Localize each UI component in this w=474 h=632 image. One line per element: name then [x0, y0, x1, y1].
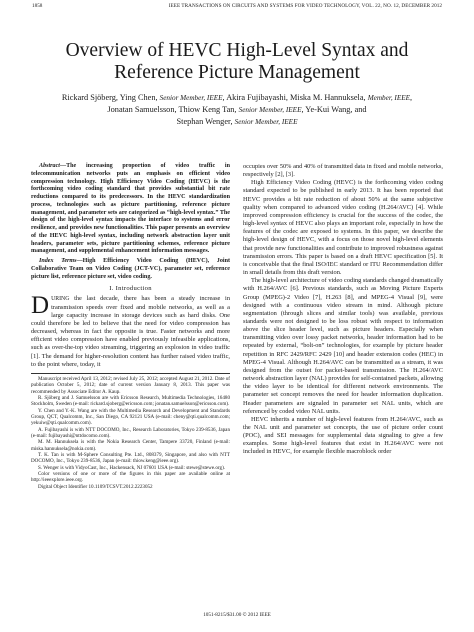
- author-line-1: Rickard Sjöberg, Ying Chen, Senior Member, IEEE, Akira Fujibayashi, Miska M. Hannuksela, Member, IEEE,: [61, 93, 413, 102]
- drop-cap: D: [31, 292, 50, 320]
- body-paragraph: HEVC inherits a number of high-level features from H.264/AVC, such as the NAL unit and parameter set concepts, the use of picture order count (POC), and SEI messages for supplemental data signaling to give a few examples. Some high-level features that exist in H.264/AVC were not included in HEVC, for example flexible macroblock order: [243, 415, 443, 456]
- abstract-label: Abstract: [39, 163, 60, 169]
- intro-smallcaps: URING: [51, 296, 70, 303]
- footnote: Y. Chen and Y.-K. Wang are with the Multimedia Research and Development and Standards Group, QCT, Qualcomm, Inc., San Diego, CA 92121 USA (e-mail: cheny@qti.qualcomm.com; yekuiw@qti.qualcomm.com).: [31, 407, 230, 427]
- intro-paragraph: [31, 292, 230, 368]
- left-column: [31, 163, 230, 490]
- footnote: M. M. Hannuksela is with the Nokia Research Center, Tampere 33720, Finland (e-mail: miska.hannuksela@nokia.com).: [31, 439, 230, 452]
- paper-title: [0, 40, 474, 84]
- page-number: 1858: [32, 3, 43, 9]
- abstract-text: —The increasing proportion of video traffic in telecommunication networks puts an emphasis on efficient video compression technology. High Efficiency Video Coding (HEVC) is the forthcoming video coding standard that provides substantial bit rate reductions compared to its predecessors. In the HEVC standardization process, technologies such as picture partitioning, reference picture management, and parameter sets are categorized as “high-level syntax.” The design of the high-level syntax impacts the interface to systems and error resilience, and provides new functionalities. This paper presents an overview of the HEVC high-level syntax, including network abstraction layer unit headers, parameter sets, picture partitioning schemes, reference picture management, and supplemental enhancement information messages.: [31, 163, 230, 255]
- body-paragraph: The high-level architecture of video coding standards changed dramatically with H.264/AVC [6]. Previous standards, such as Moving Picture Experts Group (MPEG)-2 Video [7], H.263 [8], and MPEG-4 Visual [9], were designed with a continuous video stream in mind. Although picture segmentation (through slices and similar tools) was available, previous standards were not designed to be loss robust with respect to information above the slice header level, such as picture headers. Especially when transmitting video over lossy packet networks, header information had to be repeated by external, “bolt-on” technologies, for example by picture header repetition in RFC 2429/RFC 2429 [10] and header extension codes (HEC) in MPEG-4 Visual. Although H.264/AVC can be transmitted as a stream, it was designed from the outset for packet-based transmission. The H.264/AVC network abstraction layer (NAL) provides for self-contained packets, allowing the video layer to be identical for different network environments. The parameter set concept removes the need for header information duplication. Header parameters are signaled in parameter set NAL units, which are referenced by coded video NAL units.: [243, 277, 443, 415]
- body-paragraph: High Efficiency Video Coding (HEVC) is the forthcoming video coding standard expected to be published in early 2013. It has been reported that HEVC provides a bit rate reduction of about 50% at the same subjective quality when compared to advanced video coding (H.264/AVC) [4]. While improved compression efficiency is crucial for the success of the codec, the high-level syntax of HEVC also plays an important role, especially in how the features of the codec are exposed to systems. In this paper, we describe the high-level design of HEVC, with a focus on those novel high-level elements that provide new functionalities and contribute to improved robustness against transmission errors. This paper is based on a draft HEVC specification [5]. It is conceivable that the final ISO/IEC standard or ITU Recommendation differ in small details from this draft version.: [243, 179, 443, 277]
- footnote: A. Fujibayashi is with NTT DOCOMO, Inc., Research Laboratories, Tokyo 239-8536, Japan (e-mail: fujibayashi@nttdocomo.com).: [31, 426, 230, 439]
- index-terms: [31, 258, 230, 281]
- journal-name: IEEE TRANSACTIONS ON CIRCUITS AND SYSTEMS FOR VIDEO TECHNOLOGY, VOL. 22, NO. 12, DECEMBER 2012: [168, 3, 442, 9]
- footnote: Color versions of one or more of the figures in this paper are available online at http://ieeexplore.ieee.org.: [31, 470, 230, 484]
- title-line-2: Reference Picture Management: [114, 62, 360, 83]
- index-terms-text: —High Efficiency Video Coding (HEVC), Joint Collaborative Team on Video Coding (JCT-VC), parameter set, reference picture list, reference picture set, video coding.: [31, 258, 230, 280]
- author-line-3: Stephan Wenger, Senior Member, IEEE: [176, 117, 298, 127]
- running-head: [32, 3, 442, 13]
- body-paragraph: occupies over 50% and 40% of transmitted data in fixed and mobile networks, respectively [2], [3].: [243, 163, 443, 179]
- footnote-doi: Digital Object Identifier 10.1109/TCSVT.2012.2223052: [38, 483, 153, 490]
- footnotes: [31, 373, 230, 490]
- copyright-line: 1051-8215/$31.00 © 2012 IEEE: [203, 612, 271, 618]
- footnote: T. K. Tan is with M-Sphere Consulting Pte. Ltd., 808379, Singapore, and also with NTT DOCOMO, Inc., Tokyo 239-8536, Japan (e-mail: thiow.keng@ieee.org).: [31, 451, 230, 465]
- author-line-2: Jonatan Samuelsson, Thiow Keng Tan, Senior Member, IEEE, Ye-Kui Wang, and: [107, 105, 367, 115]
- footnote: R. Sjöberg and J. Samuelsson are with Ericsson Research, Multimedia Technologies, 16480 Stockholm, Sweden (e-mail: rickard.sjoberg@ericsson.com; jonatan.samuelsson@ericsson.com).: [31, 394, 230, 408]
- footnote: Manuscript received April 13, 2012; revised July 25, 2012; accepted August 21, 2012. Date of publication October 5, 2012; date of current version January 8, 2013. This paper was recommended by Associate Editor A. Kaup.: [31, 375, 230, 395]
- abstract: [31, 163, 230, 256]
- author-list: [40, 92, 434, 129]
- section-heading: I. Introduction: [109, 285, 152, 293]
- title-line-1: Overview of HEVC High-Level Syntax and: [65, 40, 409, 61]
- footnote: S. Wenger is with VidyoCast, Inc., Hackensack, NJ 07601 USA (e-mail: stewe@stewe.org).: [38, 464, 226, 471]
- intro-text: the last decade, there has been a steady increase in transmission speeds over fixed and mobile networks, as well as a large capacity increase in storage devices such as hard disks. One could therefore be led to believe that the need for video compression has decreased, whereas in fact the opposite is true. Faster networks and more efficient video compression have enabled previously infeasible applications, such as over-the-top video streaming, triggering an explosion in video traffic [1]. The demand for higher-resolution content has further raised video traffic, to the point where, today, it: [31, 295, 230, 368]
- index-terms-label: Index Terms: [39, 258, 77, 264]
- right-column: [243, 163, 443, 457]
